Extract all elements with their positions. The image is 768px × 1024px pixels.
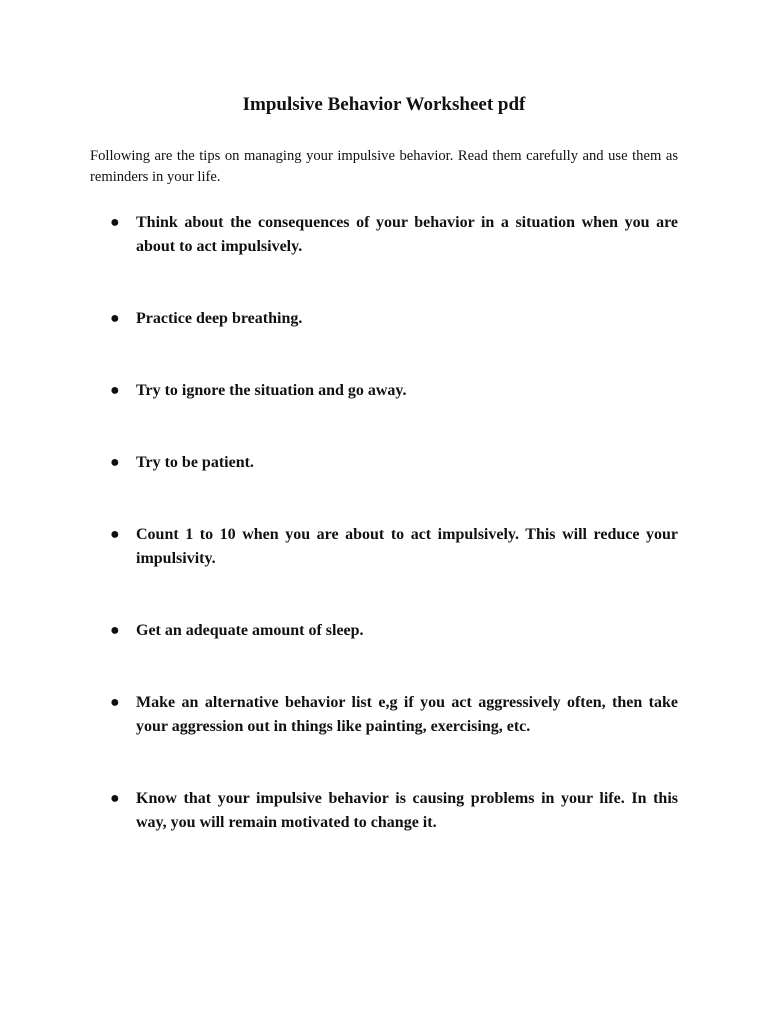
- tip-text: Count 1 to 10 when you are about to act impulsively. This will reduce your impulsivity.: [136, 526, 678, 567]
- tip-item: [110, 523, 678, 571]
- tip-item: [110, 307, 678, 331]
- bullet-icon: ●: [110, 214, 120, 231]
- tip-item: [110, 787, 678, 835]
- tip-text: Know that your impulsive behavior is causing problems in your life. In this way, you will remain motivated to change it.: [136, 790, 678, 831]
- page-title: Impulsive Behavior Worksheet pdf: [242, 94, 526, 115]
- bullet-icon: ●: [110, 790, 120, 807]
- tip-text: Think about the consequences of your behavior in a situation when you are about to act impulsively.: [136, 214, 678, 255]
- bullet-icon: ●: [110, 310, 120, 327]
- tip-text: Try to be patient.: [136, 454, 254, 471]
- intro-paragraph: Following are the tips on managing your impulsive behavior. Read them carefully and use them as reminders in your life.: [90, 148, 678, 185]
- tip-item: [110, 451, 678, 475]
- tip-item: [110, 691, 678, 739]
- tip-text: Practice deep breathing.: [136, 310, 303, 327]
- tip-item: [110, 211, 678, 259]
- tip-text: Try to ignore the situation and go away.: [136, 382, 407, 399]
- bullet-icon: ●: [110, 622, 120, 639]
- bullet-icon: ●: [110, 382, 120, 399]
- tip-item: [110, 379, 678, 403]
- tip-text: Get an adequate amount of sleep.: [136, 622, 364, 639]
- tip-item: [110, 619, 678, 643]
- tip-text: Make an alternative behavior list e,g if you act aggressively often, then take your aggression out in things like painting, exercising, etc.: [136, 694, 678, 735]
- bullet-icon: ●: [110, 694, 120, 711]
- bullet-icon: ●: [110, 454, 120, 471]
- bullet-icon: ●: [110, 526, 120, 543]
- tips-list: [110, 211, 678, 883]
